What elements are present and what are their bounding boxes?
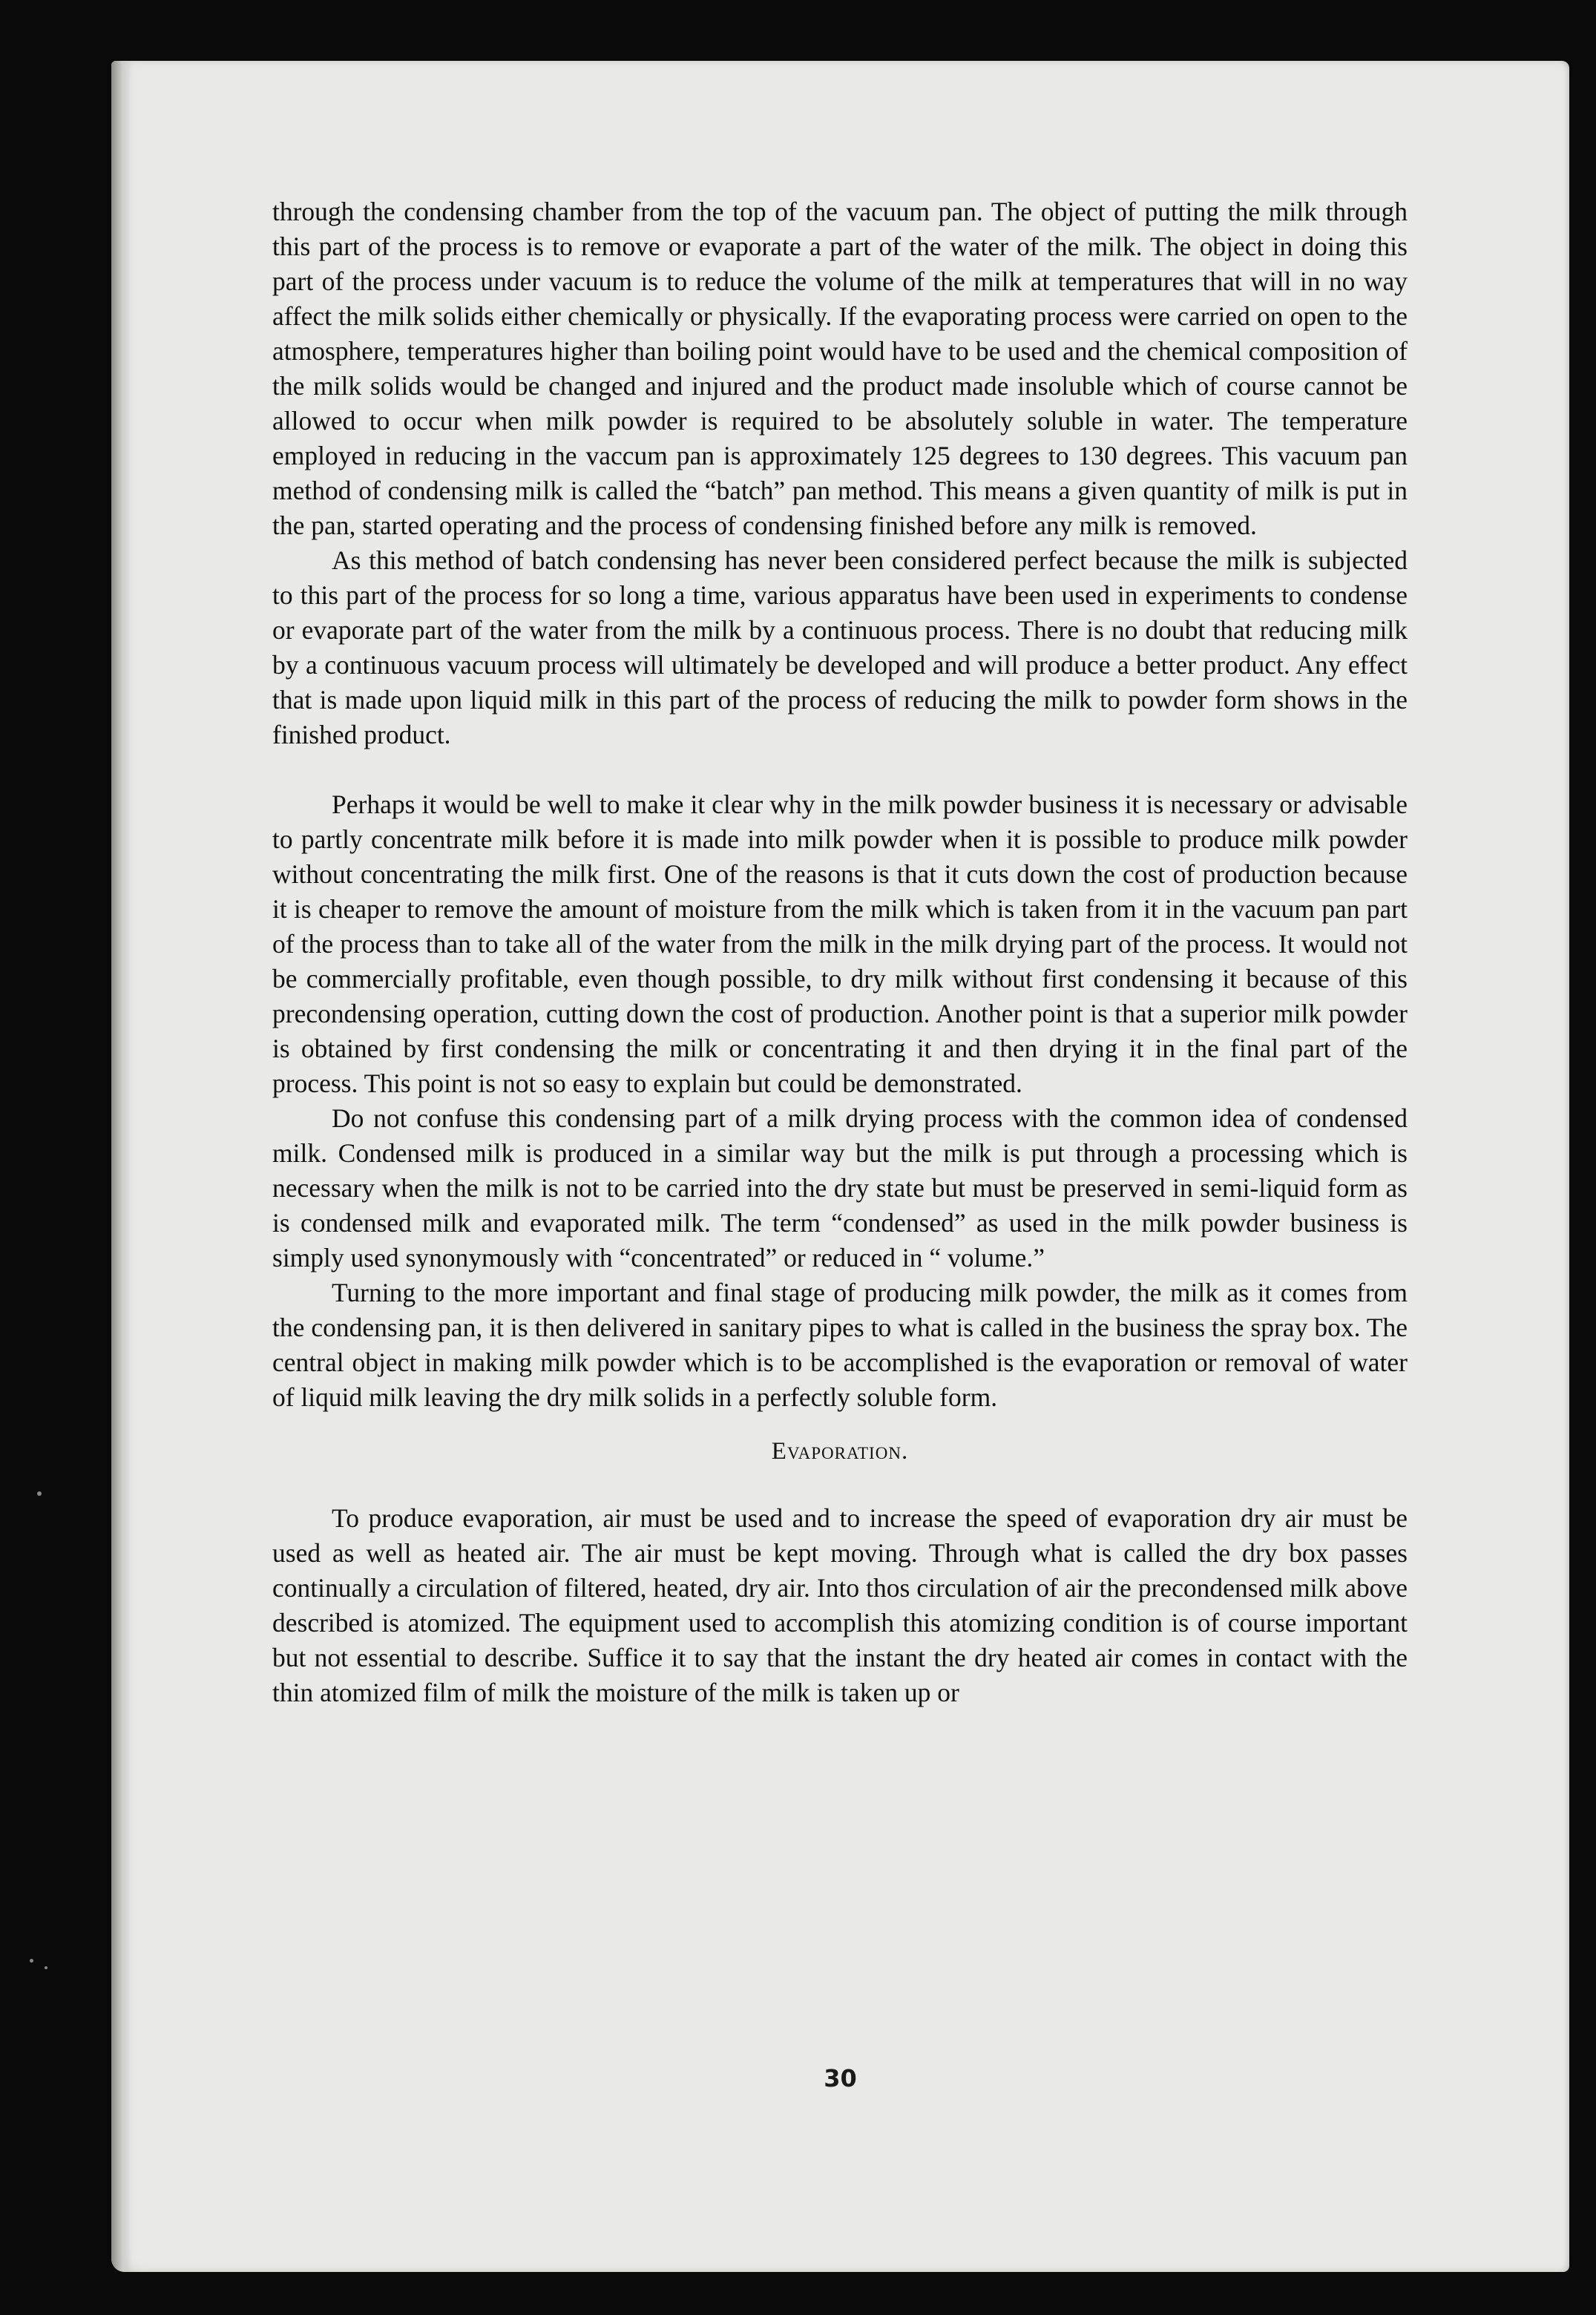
paragraph-3: Perhaps it would be well to make it clear why in the milk powder business it is necessary or advisable to partly concentrate milk before it is made into milk powder when it is possible to produce milk powder without concentrating the milk first. One of the reasons is that it cuts down the cost of production because it is cheaper to remove the amount of moisture from the milk which is taken from it in the vacuum pan part of the process than to take all of the water from the milk in the milk drying part of the process. It would not be commercially profitable, even though possible, to dry milk without first condensing it because of this precondensing operation, cutting down the cost of production. Another point is that a superior milk powder is obtained by first condensing the milk or concentrating it and then drying it in the final part of the process. This point is not so easy to explain but could be demonstrated. [272, 789, 1408, 1098]
paragraph-1: through the condensing chamber from the top of the vacuum pan. The object of putting the milk through this part of the process is to remove or evaporate a part of the water of the milk. The object in doing this part of the process under vacuum is to reduce the volume of the milk at temperatures that will in no way affect the milk solids either chemically or physically. If the evaporating process were carried on open to the atmosphere, temperatures higher than boiling point would have to be used and the chemical composition of the milk solids would be changed and injured and the product made insoluble which of course cannot be allowed to occur when milk powder is required to be absolutely soluble in water. The temperature employed in reducing in the vaccum pan is approximately 125 degrees to 130 degrees. This vacuum pan method of condensing milk is called the “batch” pan method. This means a given quantity of milk is put in the pan, started operating and the process of condensing finished before any milk is removed. [272, 197, 1408, 540]
body-text [272, 194, 1408, 1710]
scan-speck [30, 1959, 33, 1963]
paragraph-5: Turning to the more important and final stage of producing milk powder, the milk as it comes from the condensing pan, it is then delivered in sanitary pipes to what is called in the business the spray box. The central object in making milk powder which is to be accomplished is the evaporation or removal of water of liquid milk leaving the dry milk solids in a perfectly soluble form. [272, 1278, 1408, 1412]
page-number: 30 [824, 2064, 857, 2092]
book-page [111, 61, 1569, 2272]
paragraph-gap [272, 752, 1408, 787]
paragraph-6: To produce evaporation, air must be used and to increase the speed of evaporation dry air must be used as well as heated air. The air must be kept moving. Through what is called the dry box passes continually a circulation of filtered, heated, dry air. Into thos circulation of air the precondensed milk above described is atomized. The equipment used to accomplish this atomizing condition is of course important but not essential to describe. Suffice it to say that the instant the dry heated air comes in contact with the thin atomized film of milk the moisture of the milk is taken up or [272, 1503, 1408, 1707]
section-heading [272, 1434, 1408, 1469]
paragraph-4: Do not confuse this condensing part of a milk drying process with the common idea of condensed milk. Condensed milk is produced in a similar way but the milk is put through a processing which is necessary when the milk is not to be carried into the dry state but must be preserved in semi-liquid form as is condensed milk and evaporated milk. The term “condensed” as used in the milk powder business is simply used synonymously with “concentrated” or reduced in “ volume.” [272, 1103, 1408, 1273]
section-heading-text: Evaporation. [771, 1438, 909, 1465]
paragraph-2: As this method of batch condensing has never been considered perfect because the milk is subjected to this part of the process for so long a time, various apparatus have been used in experiments to condense or evaporate part of the water from the milk by a continuous process. There is no doubt that reducing milk by a continuous vacuum process will ultimately be developed and will produce a better product. Any effect that is made upon liquid milk in this part of the process of reducing the milk to powder form shows in the finished product. [272, 545, 1408, 749]
scan-speck [45, 1966, 47, 1969]
page-binding-shadow [111, 61, 132, 2272]
scan-speck [37, 1491, 42, 1496]
